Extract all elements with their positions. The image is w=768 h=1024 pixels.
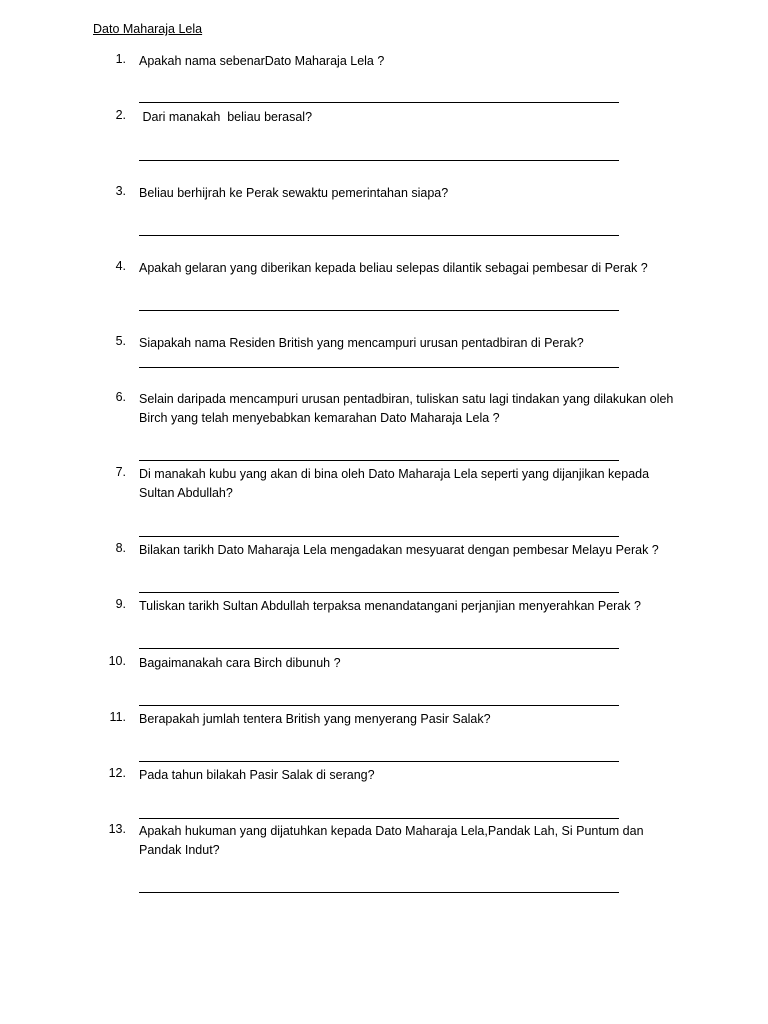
answer-line[interactable] (139, 310, 619, 311)
answer-line[interactable] (139, 592, 619, 593)
question-text: Apakah nama sebenarDato Maharaja Lela ? (139, 54, 385, 68)
question-number: 8. (115, 541, 126, 555)
answer-line[interactable] (139, 102, 619, 103)
answer-line[interactable] (139, 705, 619, 706)
question-number: 2. (115, 108, 126, 122)
answer-line[interactable] (139, 235, 619, 236)
question-number: 9. (115, 597, 126, 611)
question-text: Bilakan tarikh Dato Maharaja Lela mengadakan mesyuarat dengan pembesar Melayu Perak ? (139, 543, 659, 557)
question-text: Tuliskan tarikh Sultan Abdullah terpaksa menandatangani perjanjian menyerahkan Perak ? (139, 599, 641, 613)
answer-line[interactable] (139, 160, 619, 161)
answer-line[interactable] (139, 367, 619, 368)
answer-line[interactable] (139, 818, 619, 819)
question-number: 11. (109, 710, 126, 724)
question-number: 13. (108, 822, 126, 836)
question-text: Dari manakah beliau berasal? (139, 110, 313, 124)
question-text: Selain daripada mencampuri urusan pentadbiran, tuliskan satu lagi tindakan yang dilakukan oleh Birch yang telah menyebabkan kemarahan Dato Maharaja Lela ? (139, 392, 674, 425)
question-number: 3. (115, 184, 126, 198)
worksheet-title: Dato Maharaja Lela (93, 22, 203, 36)
question-text: Siapakah nama Residen British yang mencampuri urusan pentadbiran di Perak? (139, 336, 584, 350)
answer-line[interactable] (139, 536, 619, 537)
question-number: 5. (115, 334, 126, 348)
question-text: Di manakah kubu yang akan di bina oleh Dato Maharaja Lela seperti yang dijanjikan kepada Sultan Abdullah? (139, 467, 650, 500)
question-text: Berapakah jumlah tentera British yang menyerang Pasir Salak? (139, 712, 491, 726)
question-text: Apakah hukuman yang dijatuhkan kepada Dato Maharaja Lela,Pandak Lah, Si Puntum dan Pandak Indut? (139, 824, 644, 857)
question-number: 7. (115, 465, 126, 479)
question-text: Beliau berhijrah ke Perak sewaktu pemerintahan siapa? (139, 186, 449, 200)
answer-line[interactable] (139, 460, 619, 461)
question-text: Apakah gelaran yang diberikan kepada beliau selepas dilantik sebagai pembesar di Perak ? (139, 261, 648, 275)
answer-line[interactable] (139, 648, 619, 649)
question-number: 10. (108, 654, 126, 668)
question-number: 6. (115, 390, 126, 404)
answer-line[interactable] (139, 892, 619, 893)
question-number: 1. (115, 52, 126, 66)
question-number: 4. (115, 259, 126, 273)
answer-line[interactable] (139, 761, 619, 762)
question-text: Bagaimanakah cara Birch dibunuh ? (139, 656, 341, 670)
question-number: 12. (108, 766, 126, 780)
question-text: Pada tahun bilakah Pasir Salak di serang? (139, 768, 375, 782)
